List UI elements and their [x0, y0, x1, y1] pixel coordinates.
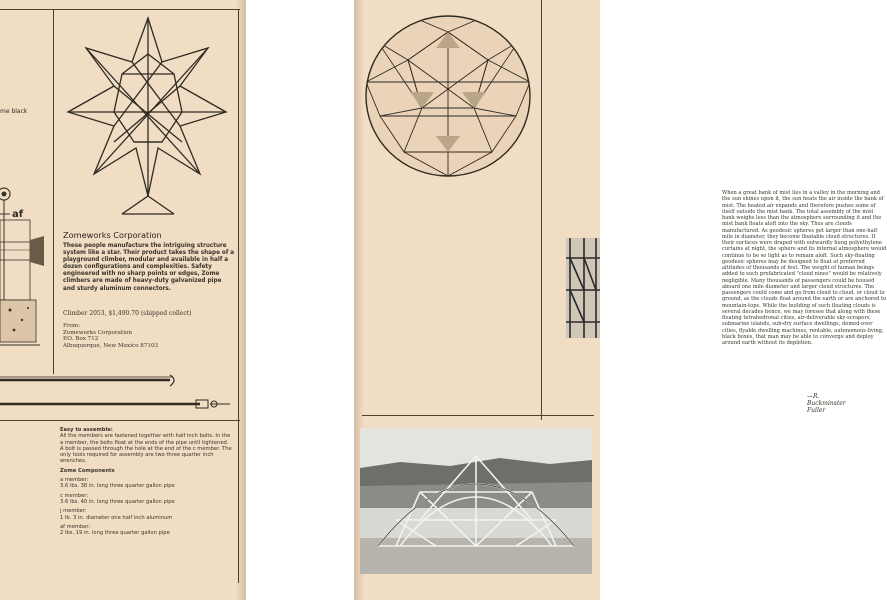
section-rule [0, 420, 240, 421]
component-name: af member: [60, 523, 91, 530]
address-block [63, 323, 158, 349]
attribution: —R. Buckminster Fuller [807, 393, 846, 414]
left-page [0, 0, 246, 600]
component-name: c member: [60, 492, 89, 499]
company-title: Zomeworks Corporation [63, 230, 162, 240]
component-item [60, 493, 232, 506]
zome-star-structure-drawing [62, 14, 234, 224]
assembly-text: All the members are fastened together with half inch bolts. In the a member, the bolts float at the ends of the pipe until tightened. A bolt is passed through the hole at the end of the c member. The only tools required for assembly are two three quarter inch wrenches. [60, 433, 232, 465]
component-spec: 1 lb. 3 in. diameter one half inch aluminum [60, 514, 173, 521]
af-label: af [12, 209, 24, 220]
component-spec: 2 lbs. 19 in. long three quarter gallon pipe [60, 530, 170, 537]
address-line: Albuquerque, New Mexico 87103 [63, 342, 159, 349]
column-rule [53, 9, 54, 374]
pipe-members-drawing [0, 372, 236, 416]
right-page [354, 0, 887, 600]
connector-diagram [0, 180, 52, 370]
component-spec: 3.6 lbs. 38 in. long three quarter gallon pipe [60, 483, 175, 490]
assembly-heading: Easy to assemble: [60, 427, 113, 433]
section-rule [362, 415, 594, 416]
article-text: When a great bank of mist lies in a valley in the morning and the sun shines upon it, the sun heats the air inside the bank of mist. The heated air expands and therefore pushes some of itself outside the mist bank. The total assembly of the mist bank weighs less than the atmosphere surrounding it and the mist bank floats aloft into the sky. Thus are clouds manufactured. As geodesic spheres get larger than one-half mile in diameter, they become floatable cloud structures. If their surfaces were draped with outwardly hung polyethylene curtains at night, the sphere and its internal atmosphere would continue to be so light as to remain aloft. Such sky-floating geodesic spheres may be designed to float at preferred altitudes of thousands of feet. The weight of human beings added to such prefabricated "cloud nines" would be relatively negligible. Many thousands of passengers could be housed aboard one mile diameter and larger cloud structures. The passengers could come and go from cloud to cloud, or cloud to ground, as the clouds float around the earth or are anchored to mountain-tops. While the building of such floating clouds is several decades hence, we may foresee that along with these floating tetrahedronal cities, air-deliverable sky-scrapers, submarine islands, sub-dry surface dwellings, domed-over cities, flyable dwelling machines, rentable, autonomous-living, black boxes, that man may be able to converge and deploy around earth without its depletion. [722, 190, 887, 346]
price: Climber 2053, $1,490.70 (shipped collect) [63, 310, 192, 317]
geodesic-sphere-drawing [360, 12, 536, 180]
component-name: a member: [60, 477, 89, 484]
component-name: j member: [60, 508, 87, 515]
address-line: P.O. Box 712 [63, 336, 99, 343]
from-label: From: [63, 323, 81, 329]
component-item [60, 477, 232, 490]
component-item [60, 524, 232, 537]
company-description: These people manufacture the intriguing structure system like a star. Their product takes the shape of a playground climber, modular and available in half a dozen configurations and complexities. Safety engineered with no sharp points or edges, Zome climbers are made of heavy-duty galvanized pipe and sturdy aluminum connectors. [63, 243, 235, 292]
dome-photo [360, 428, 592, 574]
right-rule [238, 9, 239, 583]
assembly-section [60, 427, 232, 536]
tower-photo [566, 238, 600, 338]
component-item [60, 508, 232, 521]
cut-caption: me black [0, 108, 28, 115]
address-line: Zomeworks Corporation [63, 329, 133, 336]
column-rule [541, 0, 542, 420]
components-heading: Zome Components [60, 467, 115, 474]
component-spec: 3.6 lbs. 40 in. long three quarter gallon pipe [60, 498, 175, 505]
top-rule [0, 9, 240, 10]
